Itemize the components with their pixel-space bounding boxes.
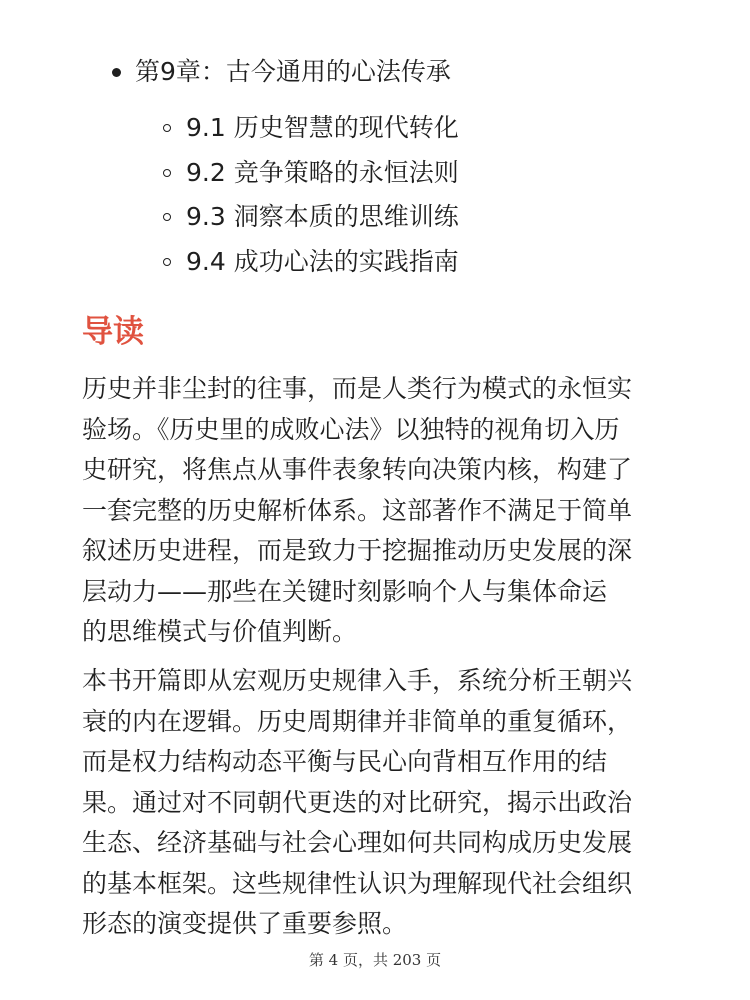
chapter-list-item <box>112 52 451 92</box>
section-list-item <box>163 151 459 196</box>
paragraph-line: 验场。《历史里的成败心法》以独特的视角切入历 <box>82 414 620 444</box>
section-title: 9.3 洞察本质的思维训练 <box>186 202 459 232</box>
section-title: 9.1 历史智慧的现代转化 <box>186 113 459 143</box>
paragraph-line: 果。通过对不同朝代更迭的对比研究，揭示出政治 <box>82 787 633 817</box>
section-list <box>163 106 459 284</box>
section-title: 9.4 成功心法的实践指南 <box>186 246 459 276</box>
paragraph-line: 衰的内在逻辑。历史周期律并非简单的重复循环， <box>82 706 633 736</box>
chapter-title: 第9章：古今通用的心法传承 <box>135 57 451 86</box>
paragraph-line: 史研究，将焦点从事件表象转向决策内核，构建了 <box>82 455 633 484</box>
section-list-item <box>163 240 459 285</box>
body-paragraph <box>82 661 682 945</box>
paragraph-line: 历史并非尘封的往事，而是人类行为模式的永恒实 <box>82 374 633 403</box>
paragraph-line: 的思维模式与价值判断。 <box>82 617 358 646</box>
paragraph-line: 一套完整的历史解析体系。这部著作不满足于简单 <box>82 495 633 525</box>
body-paragraph <box>82 369 682 653</box>
paragraph-line: 叙述历史进程，而是致力于挖掘推动历史发展的深 <box>82 536 633 565</box>
circle-bullet-icon <box>163 169 171 177</box>
paragraph-line: 的基本框架。这些规律性认识为理解现代社会组织 <box>82 868 633 898</box>
section-heading: 导读 <box>82 314 144 350</box>
paragraph-line: 生态、经济基础与社会心理如何共同构成历史发展 <box>82 828 633 857</box>
paragraph-line: 层动力——那些在关键时刻影响个人与集体命运 <box>82 576 608 606</box>
section-title: 9.2 竞争策略的永恒法则 <box>186 157 459 187</box>
paragraph-line: 本书开篇即从宏观历史规律入手，系统分析王朝兴 <box>82 666 633 695</box>
section-list-item <box>163 195 459 240</box>
section-list-item <box>163 106 459 151</box>
paragraph-line: 而是权力结构动态平衡与民心向背相互作用的结 <box>82 747 608 776</box>
circle-bullet-icon <box>163 213 171 221</box>
disc-bullet-icon <box>112 68 121 77</box>
page-number-footer: 第 4 页，共 203 页 <box>308 951 442 969</box>
circle-bullet-icon <box>163 124 171 132</box>
circle-bullet-icon <box>163 258 171 266</box>
paragraph-line: 形态的演变提供了重要参照。 <box>82 909 408 938</box>
